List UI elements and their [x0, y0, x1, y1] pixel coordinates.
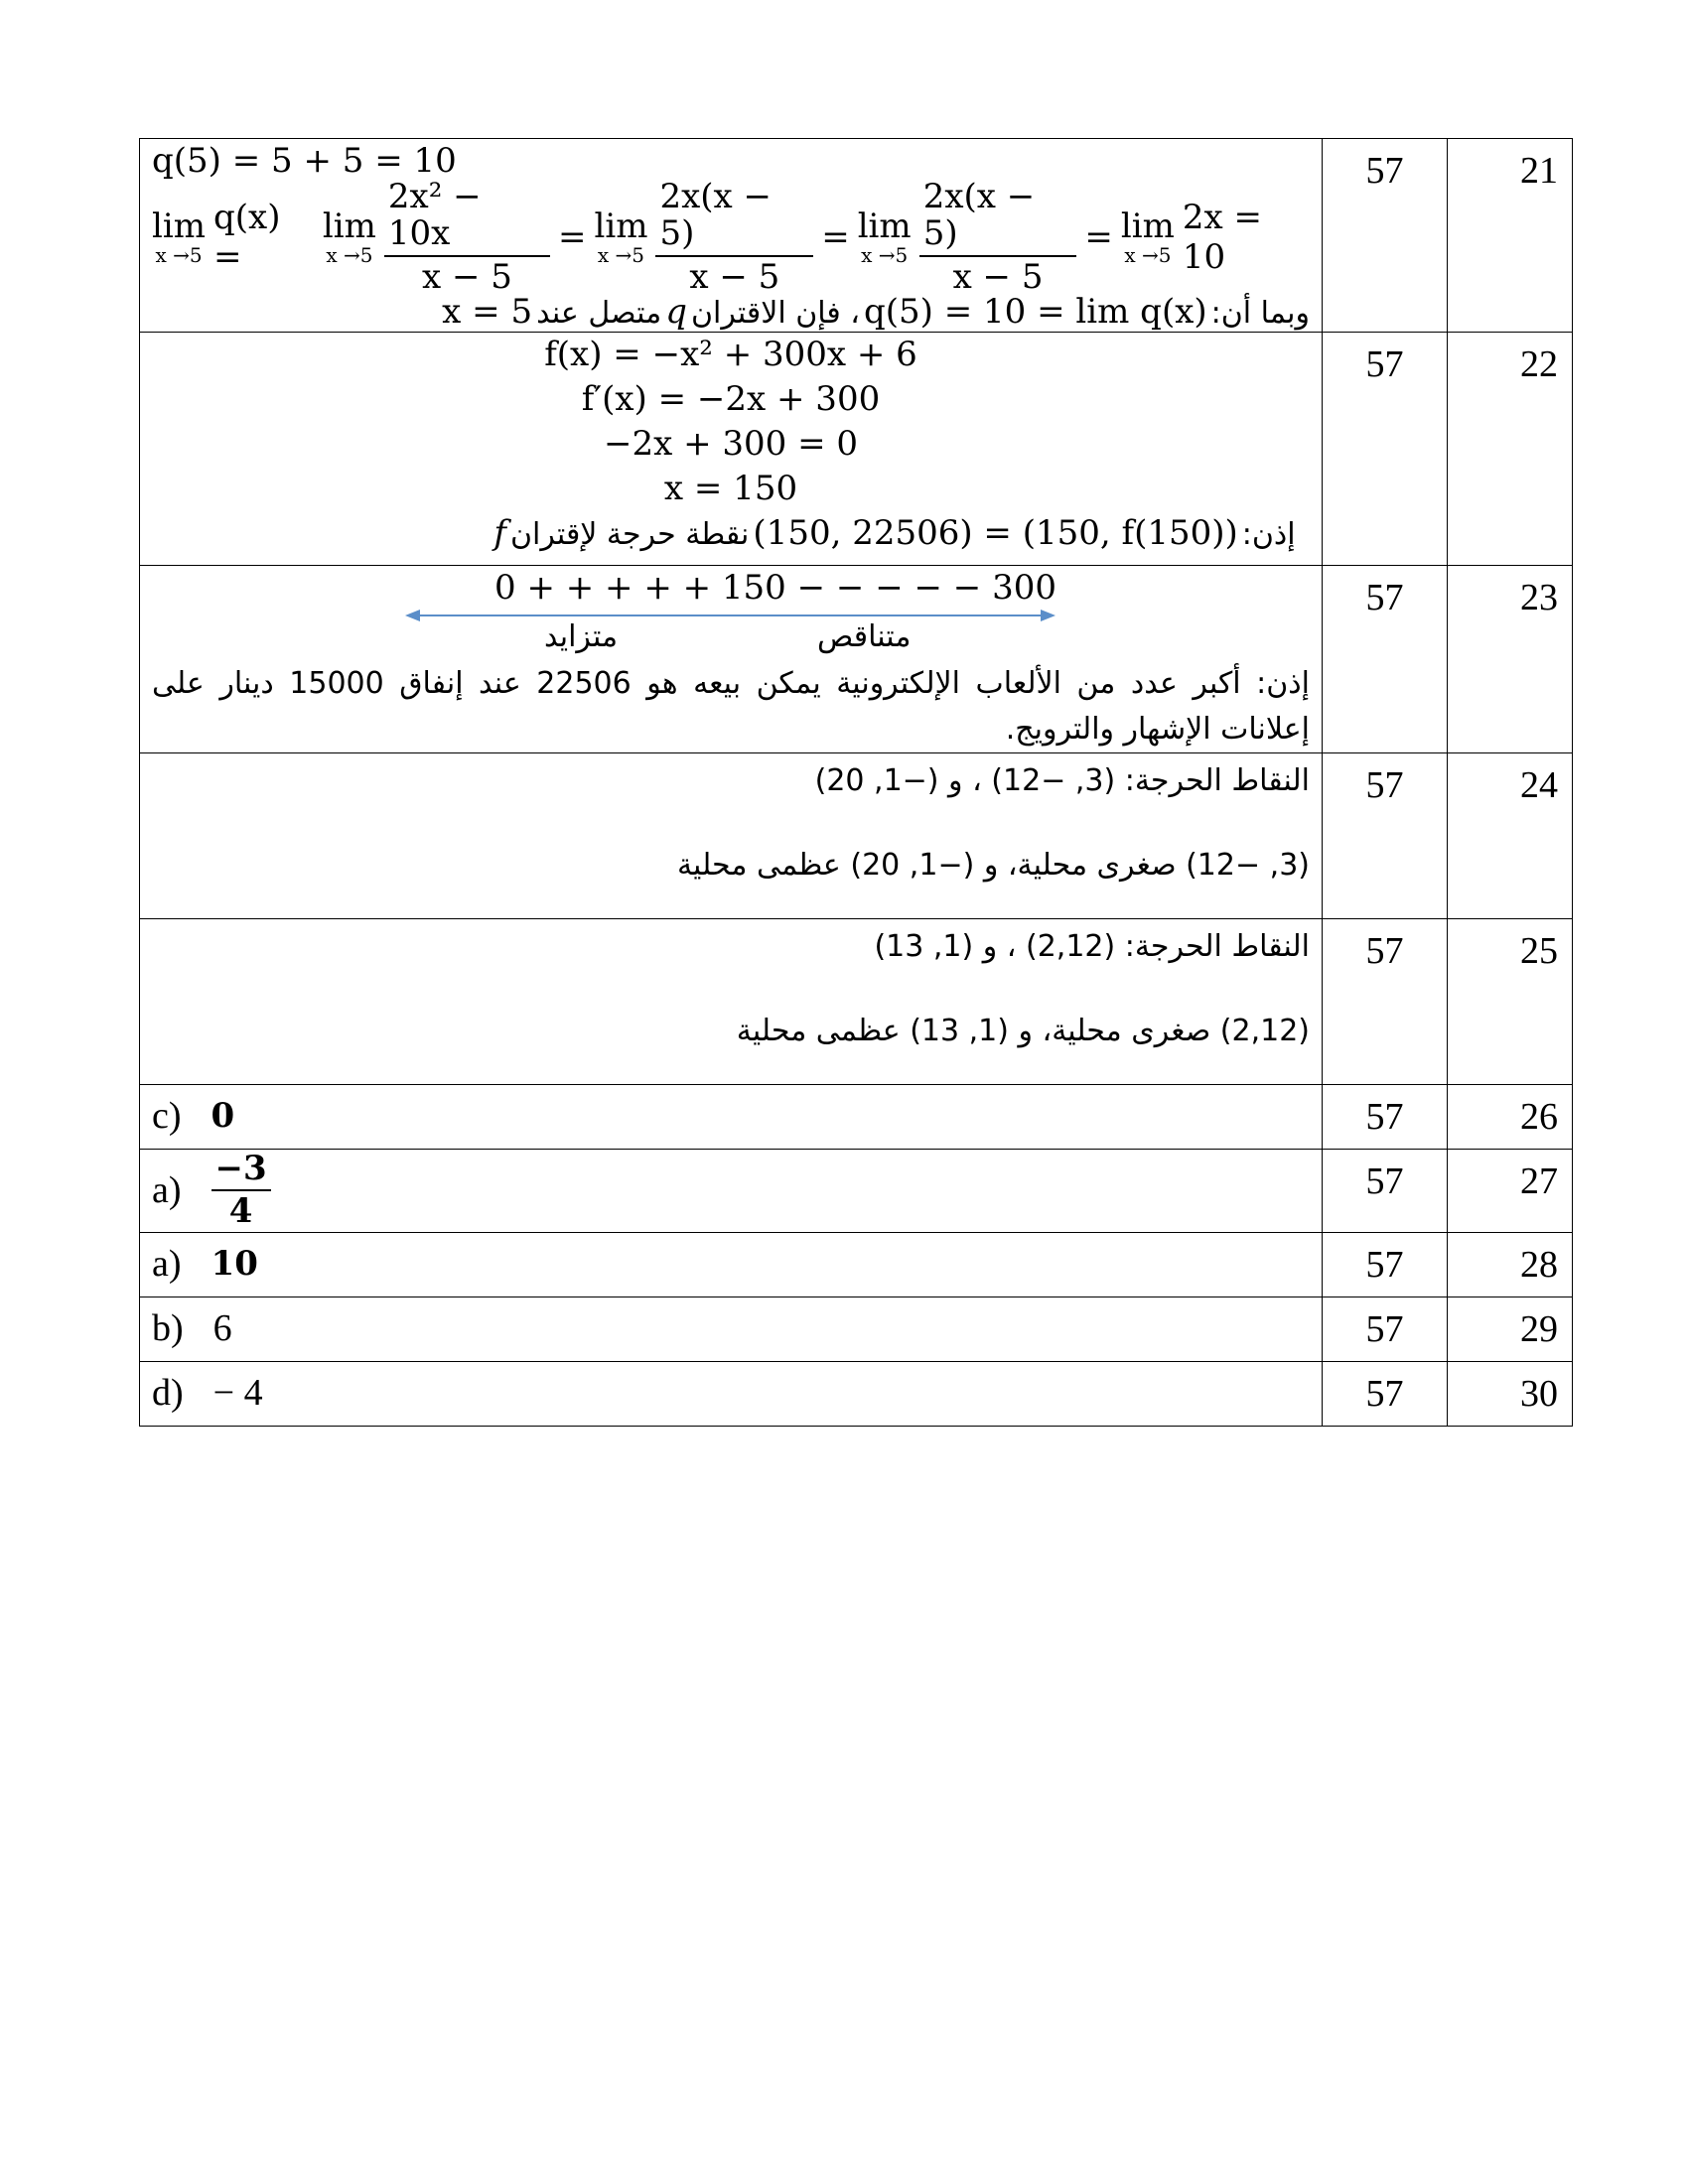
question-number: 24	[1448, 753, 1573, 919]
equation-line: x = 150	[663, 469, 798, 509]
question-number: 28	[1448, 1233, 1573, 1297]
page-cell: 57	[1323, 1233, 1448, 1297]
choice-label: a)	[152, 1243, 182, 1286]
answer-cell	[140, 139, 1323, 333]
critical-points: النقاط الحرجة: (3, −12) ، و (−1, 20)	[814, 763, 1310, 799]
page-cell: 57	[1323, 566, 1448, 753]
sign-chart-line: 0 + + + + + 150 − − − − − 300	[494, 568, 1056, 609]
choice-fraction: $\frac{-3}{4}$	[211, 1151, 271, 1231]
page-cell: 57	[1323, 333, 1448, 566]
table-row	[140, 139, 1573, 333]
critical-points: النقاط الحرجة: (2,12) ، و (1, 13)	[874, 929, 1310, 965]
fraction: $\frac{2x(x - 5)}{x - 5}$	[655, 179, 813, 296]
choice-label: d)	[152, 1372, 184, 1415]
page-cell: 57	[1323, 139, 1448, 333]
extrema-classification: (3, −12) صغرى محلية، و (−1, 20) عظمى محلية	[676, 848, 1310, 884]
conclusion-text: إذن: أكبر عدد من الألعاب الإلكترونية يمكن بيعه هو 22506 عند إنفاق 15000 دينار على إعلانات الإشهار والترويج.	[152, 666, 1310, 748]
answer-cell	[140, 1362, 1323, 1427]
answer-cell	[140, 1297, 1323, 1362]
increasing-label: متزايد	[544, 619, 619, 655]
answer-line: q(5) = 5 + 5 = 10	[152, 141, 457, 181]
fraction: $\frac{\text{2x² − 10x}}{x - 5}$	[384, 179, 550, 296]
table-row	[140, 1297, 1573, 1362]
question-number: 25	[1448, 919, 1573, 1085]
choice-value: 6	[212, 1307, 232, 1350]
answer-table	[139, 138, 1573, 1427]
table-row	[140, 1362, 1573, 1427]
choice-value: − 4	[212, 1372, 263, 1415]
question-number: 23	[1448, 566, 1573, 753]
choice-value: 10	[211, 1244, 258, 1285]
table-row	[140, 1233, 1573, 1297]
table-row	[140, 566, 1573, 753]
table-row	[140, 919, 1573, 1085]
question-number: 30	[1448, 1362, 1573, 1427]
page-cell: 57	[1323, 1297, 1448, 1362]
limit-equation: lim x →5 q(x) = lim x →5 $\frac{\text{2x² − 10x}}{x - 5}$ = lim x →5 $\frac{2x(x - 5)}{x - 5}$ = lim x →5 $\frac{2x(x - 5)}{x - 5}$ = lim x →5 2x = 10	[152, 177, 1263, 297]
answer-cell	[140, 1085, 1323, 1150]
table-row	[140, 1150, 1573, 1233]
equation-line: f(x) = −x² + 300x + 6	[544, 335, 917, 375]
fraction: $\frac{2x(x - 5)}{x - 5}$	[919, 179, 1077, 296]
decreasing-label: متناقص	[817, 619, 912, 655]
page-cell: 57	[1323, 919, 1448, 1085]
extrema-classification: (2,12) صغرى محلية، و (1, 13) عظمى محلية	[736, 1014, 1310, 1049]
answer-cell	[140, 1150, 1323, 1233]
choice-label: a)	[152, 1169, 182, 1212]
answer-cell	[140, 566, 1323, 753]
answer-cell	[140, 333, 1323, 566]
double-arrow-icon	[152, 608, 1311, 623]
page-cell: 57	[1323, 1362, 1448, 1427]
question-number: 27	[1448, 1150, 1573, 1233]
equation-line: −2x + 300 = 0	[603, 424, 859, 465]
answer-cell	[140, 919, 1323, 1085]
table-row	[140, 333, 1573, 566]
page-cell: 57	[1323, 753, 1448, 919]
answer-cell	[140, 1233, 1323, 1297]
question-number: 22	[1448, 333, 1573, 566]
question-number: 26	[1448, 1085, 1573, 1150]
choice-value: 0	[211, 1096, 235, 1137]
question-number: 29	[1448, 1297, 1573, 1362]
answer-cell	[140, 753, 1323, 919]
choice-label: b)	[152, 1307, 184, 1350]
continuity-statement: وبما أن: q(5) = 10 = lim q(x) ، فإن الاقتران q متصل عند x = 5	[442, 292, 1310, 333]
page-cell: 57	[1323, 1085, 1448, 1150]
page-cell: 57	[1323, 1150, 1448, 1233]
question-number: 21	[1448, 139, 1573, 333]
critical-point-statement: إذن: (150, 22506) = (150, f(150)) نقطة حرجة لإقتران f	[493, 513, 1296, 554]
choice-label: c)	[152, 1095, 182, 1138]
table-row	[140, 753, 1573, 919]
table-row	[140, 1085, 1573, 1150]
equation-line: f′(x) = −2x + 300	[581, 379, 881, 420]
